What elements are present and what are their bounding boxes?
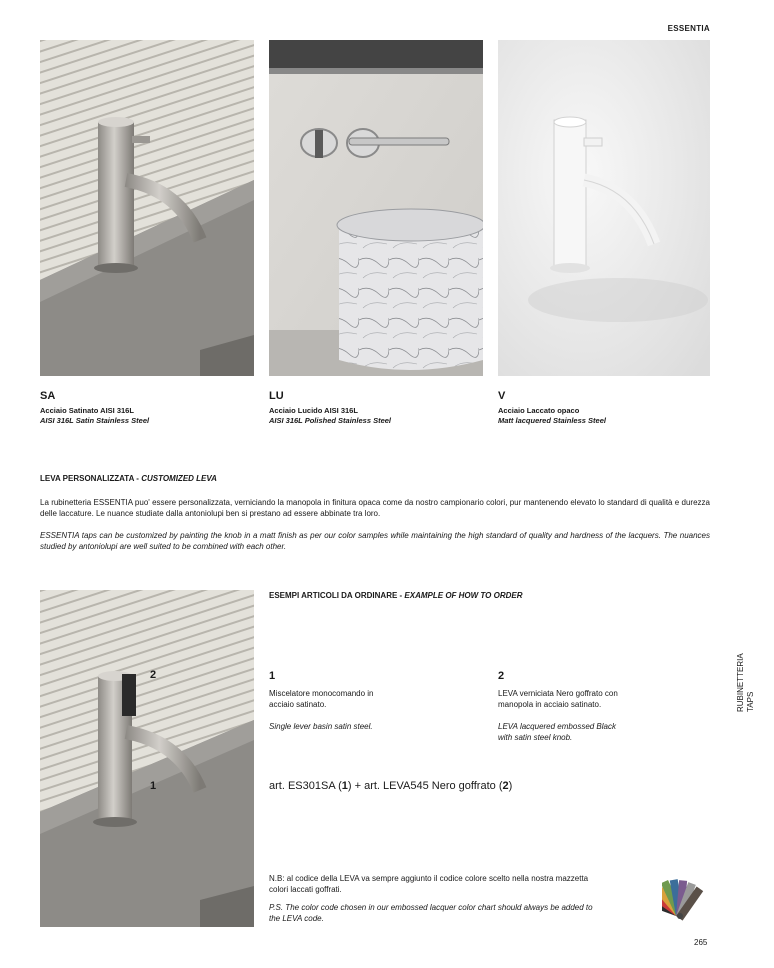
- order-item-number: 2: [498, 670, 505, 682]
- finish-code: LU: [269, 390, 284, 402]
- side-section-label: [736, 640, 772, 720]
- photo-v-tap: [498, 40, 710, 376]
- order-item-2: [498, 670, 648, 743]
- custom-leva-title: [40, 474, 217, 483]
- custom-leva-text-it: La rubinetteria ESSENTIA puo' essere personalizzata, verniciando la manopola in finitura opaca come da nostro campionario colori, pur mantenendo elevato lo standard di qualità e durezza delle laccature. Le nuance studiate dalla antoniolupi ben si prestano ad essere abbinate tra loro.: [40, 498, 710, 518]
- order-item-en-line1: LEVA lacquered embossed Black: [498, 722, 616, 731]
- note-it-line2: colori laccati goffrati.: [269, 885, 342, 894]
- page-number: 265: [694, 938, 708, 947]
- side-label-it: RUBINETTERIA: [736, 653, 745, 712]
- color-chart-icon: [662, 872, 712, 928]
- order-item-it-line1: Miscelatore monocomando in: [269, 689, 374, 698]
- finish-italian: Acciaio Lucido AISI 316L: [269, 406, 358, 415]
- article-code-line: [269, 780, 512, 792]
- note-it-line1: N.B: al codice della LEVA va sempre aggiunto il codice colore scelto nella nostra mazzetta: [269, 874, 589, 883]
- finish-italian: Acciaio Laccato opaco: [498, 406, 580, 415]
- finish-english: AISI 316L Polished Stainless Steel: [269, 416, 391, 425]
- finish-italian: Acciaio Satinato AISI 316L: [40, 406, 134, 415]
- note-en-line1: P.S. The color code chosen in our embossed lacquer color chart should always be added to: [269, 903, 593, 912]
- finish-sa: [40, 390, 254, 425]
- photo-order-example: [40, 590, 254, 927]
- callout-one: 1: [150, 780, 157, 792]
- callout-two: 2: [150, 669, 157, 681]
- order-title-en: EXAMPLE OF HOW TO ORDER: [404, 591, 523, 600]
- order-title-it: ESEMPI ARTICOLI DA ORDINARE -: [269, 591, 405, 600]
- order-item-it-line2: acciaio satinato.: [269, 700, 327, 709]
- brand-header: ESSENTIA: [667, 24, 710, 33]
- finish-code: SA: [40, 390, 56, 402]
- finish-lu: [269, 390, 483, 425]
- note-block: [269, 873, 659, 924]
- article-ref-2: 2: [502, 780, 509, 792]
- note-en-line2: the LEVA code.: [269, 914, 324, 923]
- side-label-en: TAPS: [746, 691, 755, 712]
- finish-code: V: [498, 390, 506, 402]
- finish-english: Matt lacquered Stainless Steel: [498, 416, 606, 425]
- custom-leva-title-en: CUSTOMIZED LEVA: [141, 474, 217, 483]
- article-part: ) + art. LEVA545 Nero goffrato (: [347, 780, 503, 792]
- finish-v: [498, 390, 710, 425]
- order-item-it-line1: LEVA verniciata Nero goffrato con: [498, 689, 618, 698]
- custom-leva-text-en: ESSENTIA taps can be customized by painting the knob in a matt finish as per our color samples while maintaining the high standard of quality and hardness of the lacquers. The nuances studied by antoniolupi are well suited to be combined with each other.: [40, 531, 710, 551]
- photo-sa-tap: [40, 40, 254, 376]
- article-ref-1: 1: [341, 780, 348, 792]
- order-item-1: [269, 670, 469, 732]
- article-part: art. ES301SA (: [269, 780, 342, 792]
- order-item-it-line2: manopola in acciaio satinato.: [498, 700, 602, 709]
- order-title: [269, 591, 523, 600]
- order-item-en-line2: with satin steel knob.: [498, 733, 573, 742]
- order-item-en-line1: Single lever basin satin steel.: [269, 722, 373, 731]
- finish-english: AISI 316L Satin Stainless Steel: [40, 416, 150, 425]
- order-item-number: 1: [269, 670, 276, 682]
- photo-lu-tap: [269, 40, 483, 376]
- custom-leva-title-it: LEVA PERSONALIZZATA -: [40, 474, 142, 483]
- article-part: ): [508, 780, 513, 792]
